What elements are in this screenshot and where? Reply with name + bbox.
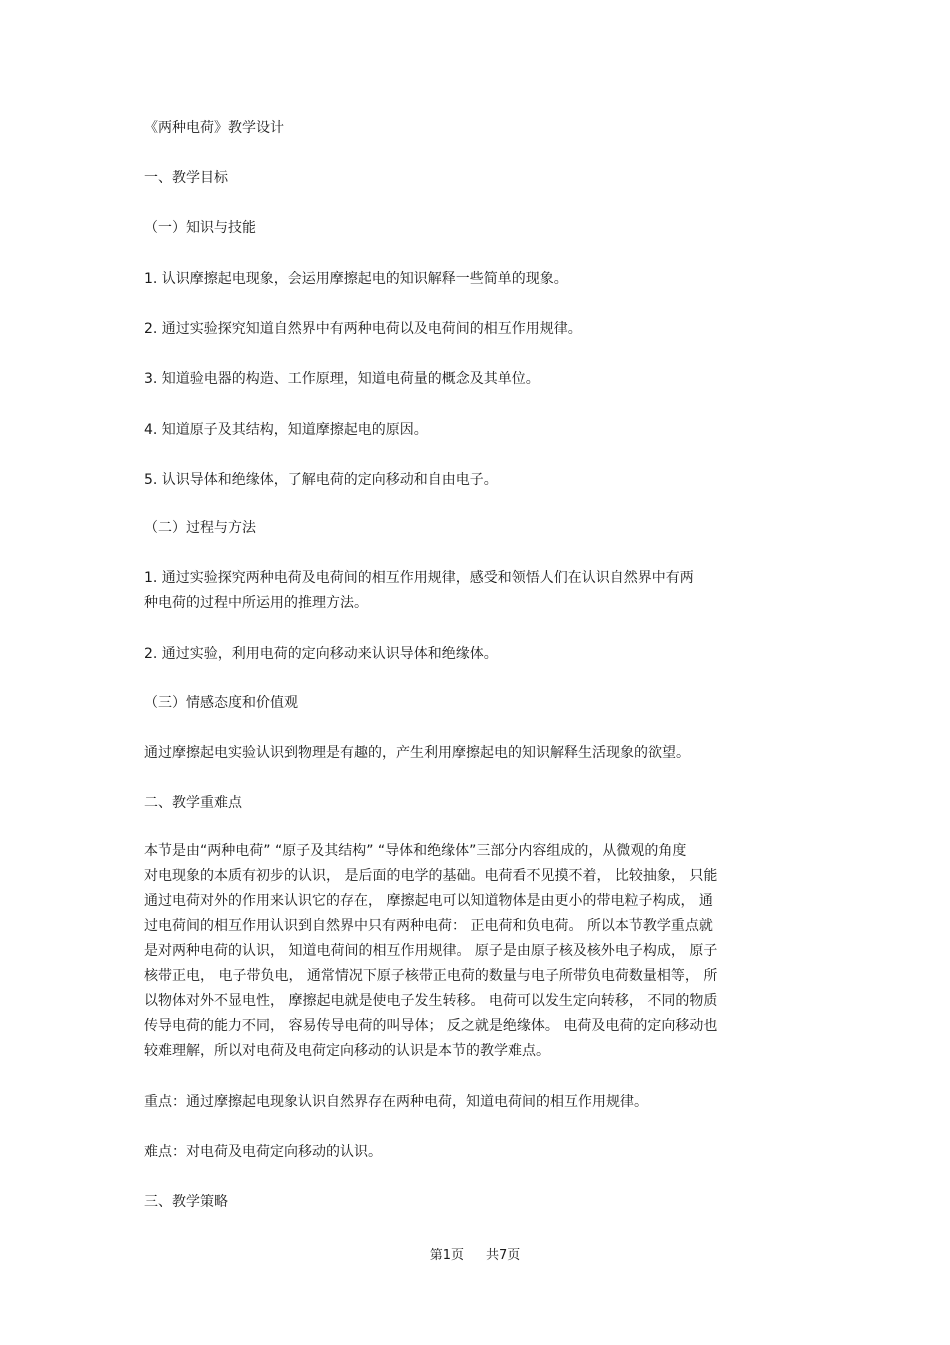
difficulty-point: 难点：对电荷及电荷定向移动的认识。 <box>144 1144 382 1160</box>
paragraph-line: 传导电荷的能力不同， 容易传导电荷的叫导体； 反之就是绝缘体。 电荷及电荷的定向移动也 <box>144 1018 718 1034</box>
key-point: 重点：通过摩擦起电现象认识自然界存在两种电荷，知道电荷间的相互作用规律。 <box>144 1094 648 1110</box>
paragraph-line: 核带正电， 电子带负电， 通常情况下原子核带正电荷的数量与电子所带负电荷数量相等， 所 <box>144 968 718 984</box>
subheading-process-methods: （二）过程与方法 <box>144 520 256 536</box>
list-item <box>144 566 824 616</box>
section-heading-strategies: 三、教学策略 <box>144 1194 228 1210</box>
list-item: 4. 知道原子及其结构，知道摩擦起电的原因。 <box>144 422 428 438</box>
paragraph-line: 以物体对外不显电性， 摩擦起电就是使电子发生转移。 电荷可以发生定向转移， 不同的物质 <box>144 993 718 1009</box>
list-item: 3. 知道验电器的构造、工作原理，知道电荷量的概念及其单位。 <box>144 371 540 387</box>
section-heading-objectives: 一、教学目标 <box>144 170 228 186</box>
list-item: 1. 认识摩擦起电现象，会运用摩擦起电的知识解释一些简单的现象。 <box>144 271 568 287</box>
subheading-knowledge-skills: （一）知识与技能 <box>144 220 256 236</box>
paragraph-line: 1. 通过实验探究两种电荷及电荷间的相互作用规律，感受和领悟人们在认识自然界中有两 <box>144 570 694 586</box>
paragraph-line: 对电现象的本质有初步的认识， 是后面的电学的基础。电荷看不见摸不着， 比较抽象， 只能 <box>144 868 718 884</box>
page-number: 第1页 <box>429 1248 464 1263</box>
list-item: 2. 通过实验探究知道自然界中有两种电荷以及电荷间的相互作用规律。 <box>144 321 582 337</box>
paragraph-line: 本节是由“两种电荷” “原子及其结构” “导体和绝缘体”三部分内容组成的，从微观的角度 <box>144 843 687 859</box>
paragraph: 通过摩擦起电实验认识到物理是有趣的，产生利用摩擦起电的知识解释生活现象的欲望。 <box>144 745 690 761</box>
paragraph-line: 较难理解，所以对电荷及电荷定向移动的认识是本节的教学难点。 <box>144 1043 550 1059</box>
list-item: 5. 认识导体和绝缘体，了解电荷的定向移动和自由电子。 <box>144 472 498 488</box>
page-footer <box>0 1248 950 1264</box>
paragraph-line: 通过电荷对外的作用来认识它的存在， 摩擦起电可以知道物体是由更小的带电粒子构成， 通 <box>144 893 713 909</box>
page-total: 共7页 <box>486 1248 521 1263</box>
document-title: 《两种电荷》教学设计 <box>144 120 284 136</box>
paragraph-line: 过电荷间的相互作用认识到自然界中只有两种电荷： 正电荷和负电荷。 所以本节教学重点就 <box>144 918 713 934</box>
subheading-attitudes-values: （三）情感态度和价值观 <box>144 695 298 711</box>
paragraph-line: 种电荷的过程中所运用的推理方法。 <box>144 595 368 611</box>
section-heading-key-difficulties: 二、教学重难点 <box>144 795 242 811</box>
paragraph-line: 是对两种电荷的认识， 知道电荷间的相互作用规律。 原子是由原子核及核外电子构成， 原子 <box>144 943 718 959</box>
paragraph <box>144 839 824 1064</box>
list-item: 2. 通过实验，利用电荷的定向移动来认识导体和绝缘体。 <box>144 646 498 662</box>
